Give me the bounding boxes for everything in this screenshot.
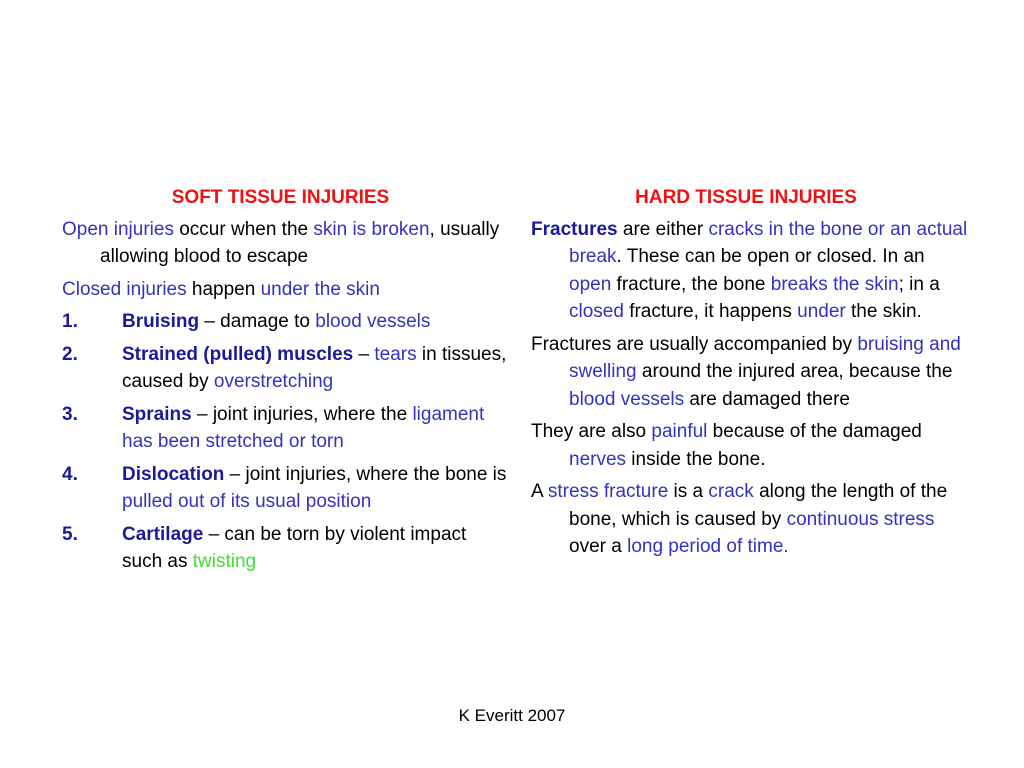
nerves-highlight: nerves [569, 448, 627, 470]
tears-highlight: tears [374, 343, 417, 365]
skin-broken-highlight: skin is broken [313, 218, 430, 240]
blood-vessels-highlight: blood vessels [315, 311, 431, 332]
list-item-dislocation [62, 461, 507, 516]
list-number: 1. [62, 311, 78, 332]
fractures-paragraph [531, 216, 971, 326]
open-injuries-text-2: , usually allowing blood to escape [100, 218, 500, 267]
ligament-highlight: ligament has been stretched or torn [122, 403, 485, 452]
closed-injuries-term: Closed injuries [62, 278, 187, 300]
open-injuries-paragraph [62, 216, 507, 271]
fractures-term: Fractures [531, 218, 618, 240]
open-injuries-text-1: occur when the [173, 218, 314, 240]
fractures-text-1: are either [617, 218, 709, 240]
bruising-text: – damage to [199, 311, 316, 332]
bruising-term: Bruising [122, 311, 200, 332]
twisting-highlight: twisting [192, 551, 257, 572]
fractures-text-2: . These can be open or closed. In an [616, 246, 925, 267]
stress-fracture-paragraph [531, 478, 971, 561]
accompanied-text-1: Fractures are usually accompanied by [531, 333, 858, 355]
under-skin-highlight: under the skin [260, 278, 380, 300]
hard-tissue-heading: HARD TISSUE INJURIES [635, 187, 857, 208]
crack-highlight: crack [708, 481, 754, 502]
painful-text-1: They are also [531, 421, 652, 442]
pulled-out-highlight: pulled out of its usual position [122, 491, 372, 512]
list-number: 2. [62, 343, 78, 365]
strained-text-1: – [353, 343, 375, 365]
stress-fracture-highlight: stress fracture [547, 481, 669, 502]
painful-text-2: because of the damaged [707, 421, 922, 442]
strained-text-2: in tissues, caused by [122, 343, 507, 392]
cartilage-text: – can be torn by violent impact such as [122, 523, 467, 572]
continuous-stress-highlight: continuous stress [786, 508, 935, 530]
under-highlight: under [797, 301, 846, 322]
footer-credit: K Everitt 2007 [458, 706, 566, 725]
strained-muscles-term: Strained (pulled) muscles [122, 343, 354, 365]
fractures-text-4: ; in a [898, 273, 940, 295]
hard-tissue-column [531, 184, 971, 566]
stress-text-3: along the length of the bone, which is caused by [569, 481, 948, 530]
accompanied-paragraph [531, 331, 971, 414]
list-item-sprains [62, 401, 507, 456]
painful-highlight: painful [651, 421, 708, 442]
breaks-skin-highlight: breaks the skin [770, 273, 899, 295]
list-item-bruising [62, 308, 507, 336]
closed-highlight: closed [569, 301, 624, 322]
list-number: 4. [62, 463, 78, 485]
painful-text-3: inside the bone. [626, 448, 766, 470]
cracks-highlight: cracks in the bone or an actual break [569, 218, 968, 267]
closed-injuries-text: happen [186, 278, 261, 300]
bruising-swelling-highlight: bruising and swelling [569, 333, 961, 382]
fractures-text-5: fracture, it happens [623, 301, 798, 322]
fractures-text-6: the skin. [845, 301, 922, 322]
accompanied-text-2: around the injured area, because the [636, 361, 953, 382]
long-period-highlight: long period of time. [627, 536, 789, 557]
stress-text-2: is a [668, 481, 709, 502]
list-item-cartilage [62, 521, 507, 576]
stress-text-1: A [531, 481, 548, 502]
stress-text-4: over a [569, 536, 628, 557]
dislocation-term: Dislocation [122, 463, 225, 485]
list-number: 3. [62, 403, 78, 425]
open-highlight: open [569, 273, 612, 295]
cartilage-term: Cartilage [122, 523, 204, 545]
sprains-term: Sprains [122, 403, 192, 425]
accompanied-text-3: are damaged there [684, 388, 850, 410]
closed-injuries-paragraph [62, 276, 507, 304]
list-number: 5. [62, 523, 78, 545]
sprains-text: – joint injuries, where the [191, 403, 413, 425]
soft-tissue-heading: SOFT TISSUE INJURIES [171, 187, 390, 208]
fractures-text-3: fracture, the bone [611, 273, 771, 295]
list-item-strained-muscles [62, 341, 507, 396]
dislocation-text: – joint injuries, where the bone is [224, 463, 507, 485]
painful-paragraph [531, 418, 971, 473]
soft-tissue-column [62, 184, 507, 581]
overstretching-highlight: overstretching [213, 371, 334, 392]
blood-vessels-highlight: blood vessels [569, 388, 685, 410]
open-injuries-term: Open injuries [62, 218, 174, 240]
